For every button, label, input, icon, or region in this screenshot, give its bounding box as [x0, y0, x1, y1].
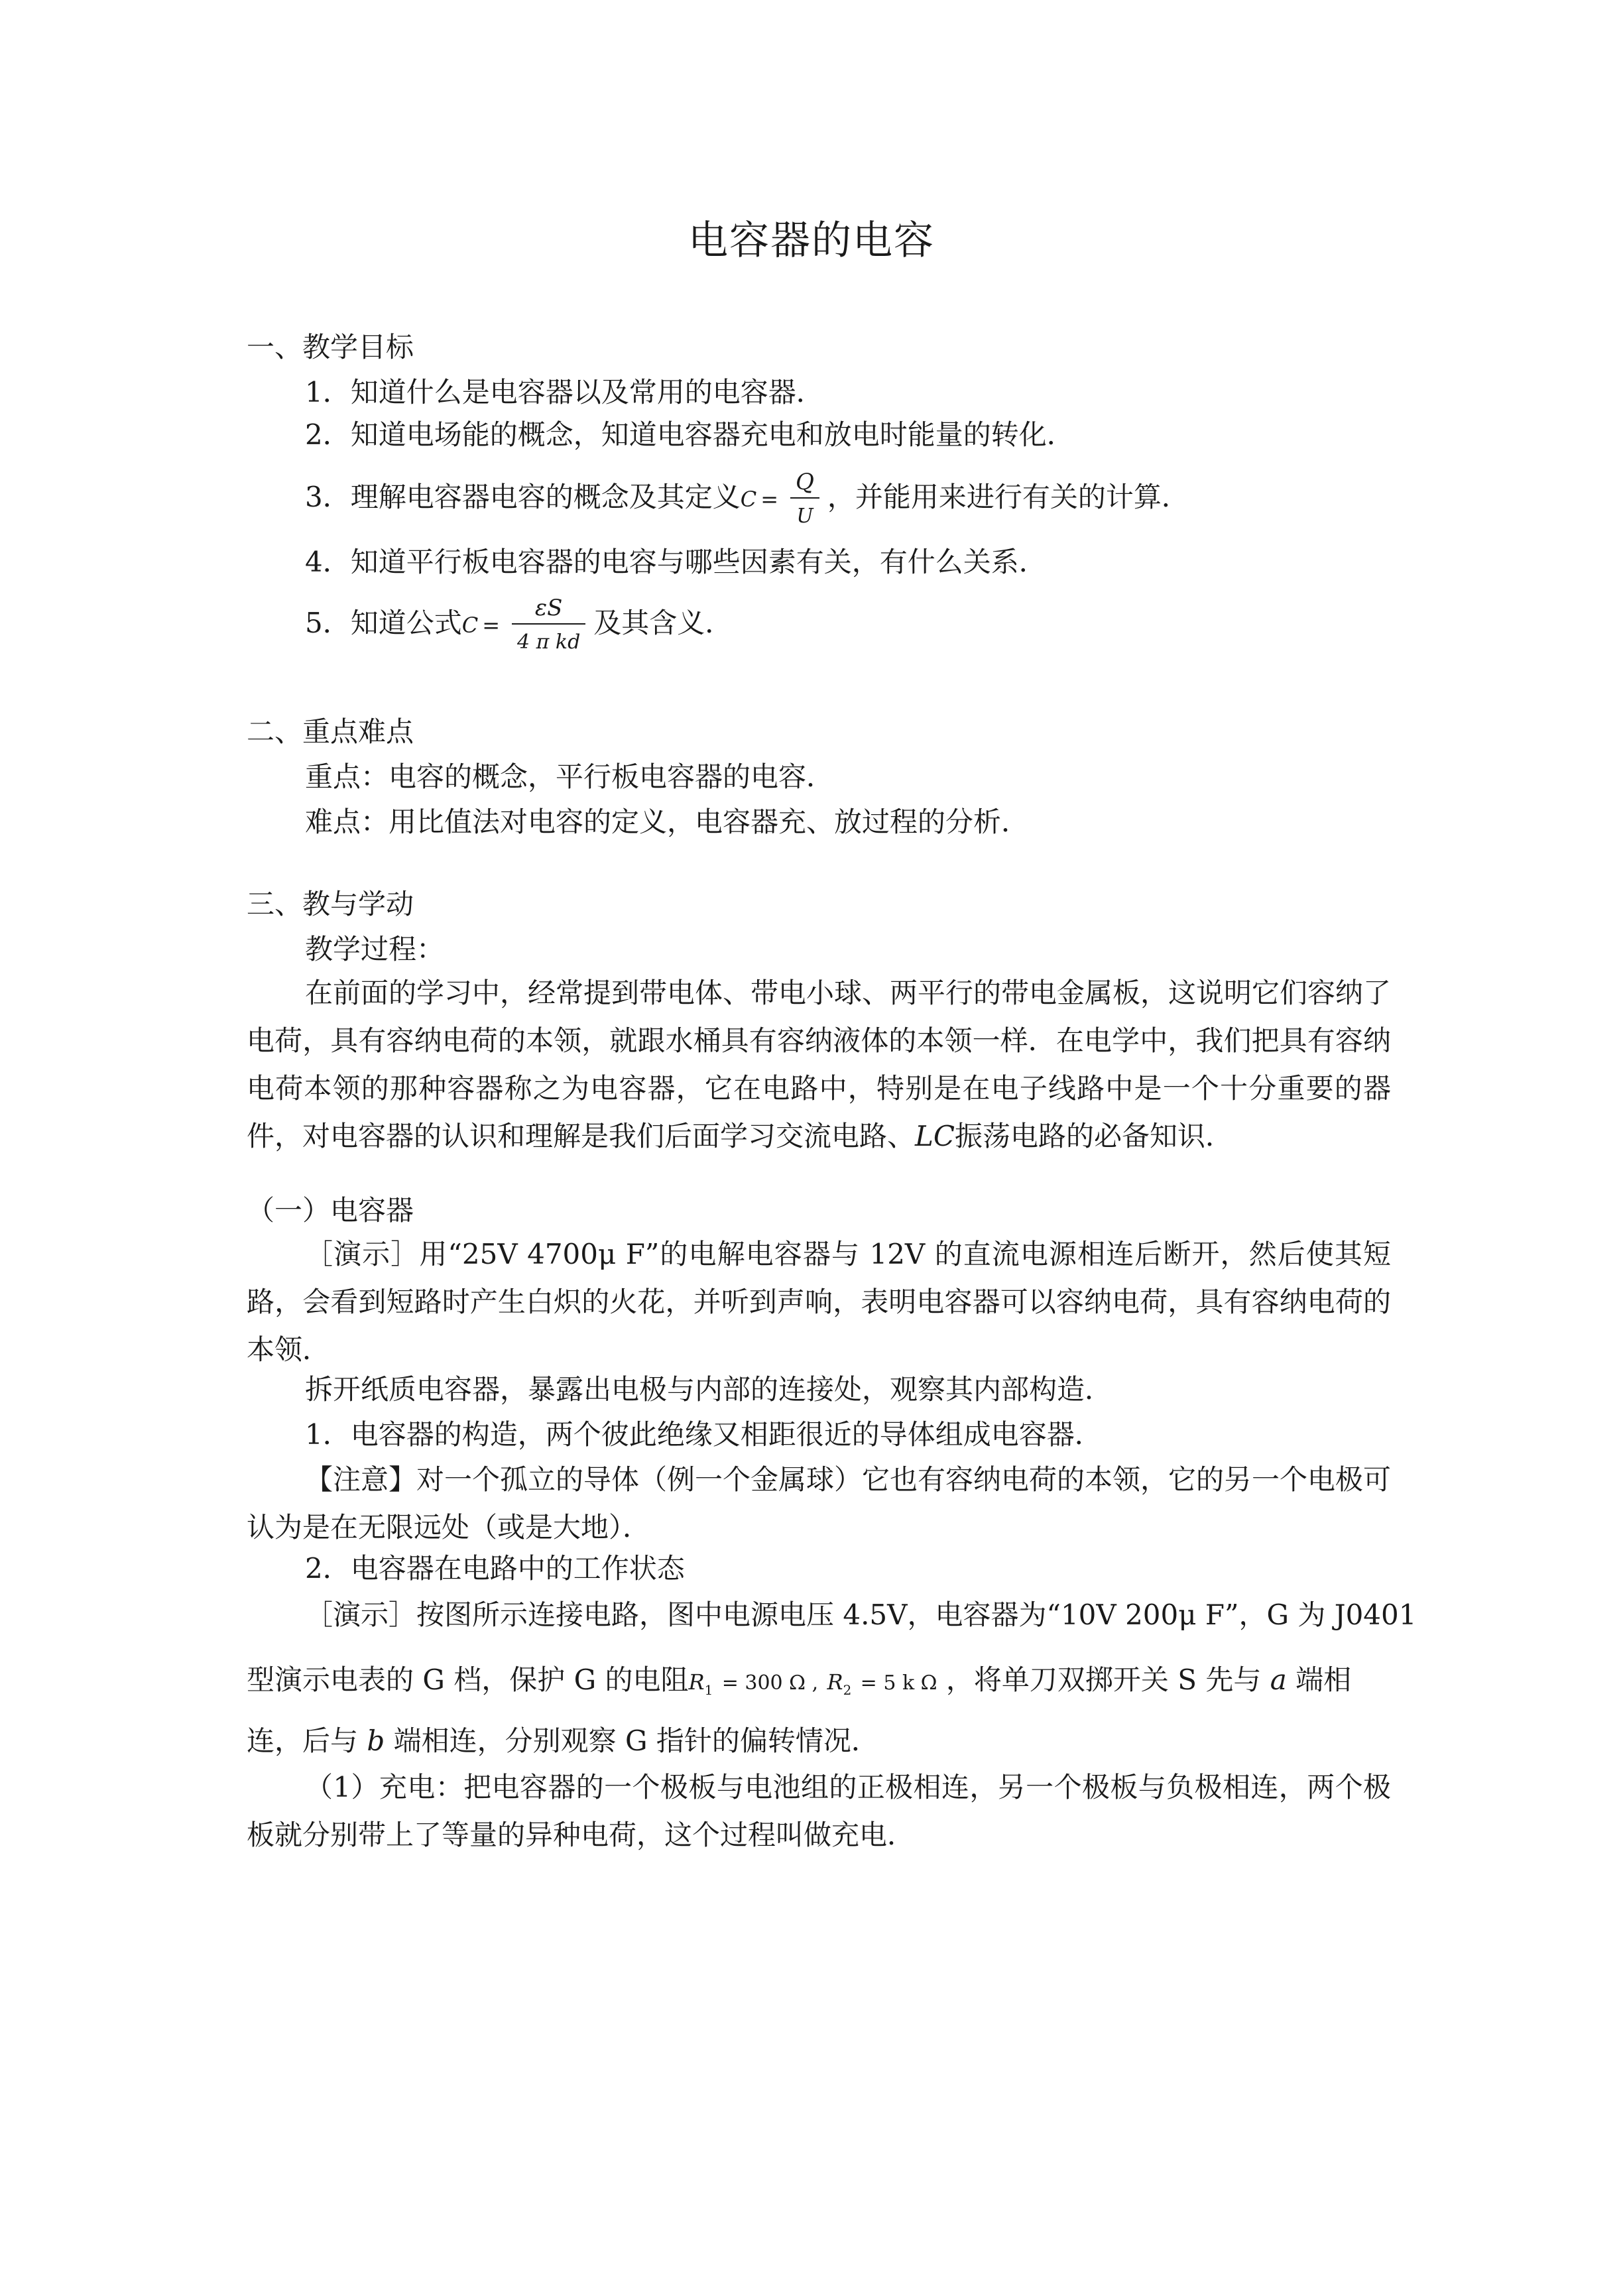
- formula-c-lhs: C: [740, 487, 757, 512]
- demo-2-line-2: [247, 1656, 1351, 1714]
- demo-paragraph-1: ［演示］用“25V 4700μ F”的电解电容器与 12V 的直流电源相连后断开，然后使其短路，会看到短路时产生白炽的火花，并听到声响，表明电容器可以容纳电荷，具有容纳电荷的本领．: [247, 1238, 1391, 1366]
- demo-2-line-3-tail: 端相连，分别观察 G 指针的偏转情况．: [393, 1724, 879, 1757]
- disassemble-text: 拆开纸质电容器，暴露出电极与内部的连接处，观察其内部构造．: [305, 1373, 1113, 1406]
- intro-paragraph: [247, 969, 1391, 1160]
- resistor-2-label: R: [827, 1669, 843, 1695]
- key-point-text: 重点：电容的概念，平行板电容器的电容．: [305, 760, 835, 793]
- demo-2-line-3: [247, 1717, 879, 1765]
- objective-item-5-text: 5．知道公式: [305, 607, 462, 639]
- objective-item-5-tail: 及其含义．: [593, 607, 733, 639]
- section-heading-teaching: 三、教与学动: [247, 888, 414, 920]
- note-paragraph: 【注意】对一个孤立的导体（例一个金属球）它也有容纳电荷的本领，它的另一个电极可认为是在无限远处（或是大地）．: [247, 1463, 1392, 1543]
- resistor-1-subscript: 1: [704, 1682, 713, 1698]
- subsection-heading-capacitor: （一）电容器: [247, 1194, 414, 1227]
- resistor-2-value: = 5 k Ω: [860, 1671, 937, 1695]
- intro-text-b: 振荡电路的必备知识．: [955, 1120, 1234, 1152]
- charging-paragraph: （1）充电：把电容器的一个极板与电池组的正极相连，另一个极板与负极相连，两个极板就分别带上了等量的异种电荷，这个过程叫做充电．: [247, 1771, 1391, 1851]
- resistor-2-subscript: 2: [843, 1682, 852, 1698]
- objective-item-4: 4．知道平行板电容器的电容与哪些因素有关，有什么关系．: [305, 546, 1047, 578]
- objective-item-5: [305, 590, 733, 658]
- formula-c-lhs: C: [461, 613, 479, 638]
- demo-2-line-1: ［演示］按图所示连接电路，图中电源电压 4.5V，电容器为“10V 200μ F”，G 为 J0401: [305, 1599, 1417, 1631]
- fraction-numerator: Q: [796, 469, 814, 495]
- terminal-b-label: b: [367, 1724, 385, 1757]
- working-state-item: 2．电容器在电路中的工作状态: [305, 1552, 685, 1585]
- section-heading-objectives: 一、教学目标: [247, 331, 414, 363]
- demo-2-line-2-tail: 端相: [1295, 1663, 1352, 1696]
- difficulty-text: 难点：用比值法对电容的定义，电容器充、放过程的分析．: [305, 806, 1030, 838]
- fraction-denominator: U: [790, 497, 819, 532]
- intro-text-a: 在前面的学习中，经常提到带电体、带电小球、两平行的带电金属板，这说明它们容纳了电荷，具有容纳电荷的本领，就跟水桶具有容纳液体的本领一样．在电学中，我们把具有容纳电荷本领的那种容器称之为电容器，它在电路中，特别是在电子线路中是一个十分重要的器件，对电容器的认识和理解是我们后面学习交流电路、: [247, 977, 1392, 1152]
- formula-equals: =: [482, 613, 501, 638]
- objective-item-2: 2．知道电场能的概念，知道电容器充电和放电时能量的转化．: [305, 418, 1075, 451]
- fraction-numerator: εS: [534, 595, 563, 621]
- lc-label: LC: [915, 1120, 955, 1152]
- terminal-a-label: a: [1270, 1663, 1287, 1696]
- demo-2-line-2-switch: ，将单刀双掷开关 S 先与: [945, 1663, 1262, 1696]
- formula-equals: =: [760, 487, 779, 512]
- section-heading-key-points: 二、重点难点: [247, 715, 414, 748]
- page-title: 电容器的电容: [688, 217, 935, 264]
- resistor-1-label: R: [688, 1669, 705, 1695]
- capacitance-definition-fraction: [790, 467, 819, 532]
- objective-item-1: 1．知道什么是电容器以及常用的电容器．: [305, 376, 824, 408]
- demo-2-line-3-text: 连，后与: [247, 1724, 359, 1757]
- objective-item-3-tail: ，并能用来进行有关的计算．: [827, 481, 1189, 513]
- teaching-process-label: 教学过程：: [305, 933, 445, 965]
- demo-2-line-2-text: 型演示电表的 G 档，保护 G 的电阻: [247, 1663, 689, 1696]
- parallel-plate-fraction: [512, 593, 585, 658]
- objective-item-3: [305, 464, 1189, 532]
- fraction-denominator: 4 π kd: [512, 623, 585, 658]
- structure-item: 1．电容器的构造，两个彼此绝缘又相距很近的导体组成电容器．: [305, 1418, 1103, 1451]
- resistor-1-value: = 300 Ω ,: [721, 1671, 819, 1695]
- objective-item-3-text: 3．理解电容器电容的概念及其定义: [305, 481, 741, 513]
